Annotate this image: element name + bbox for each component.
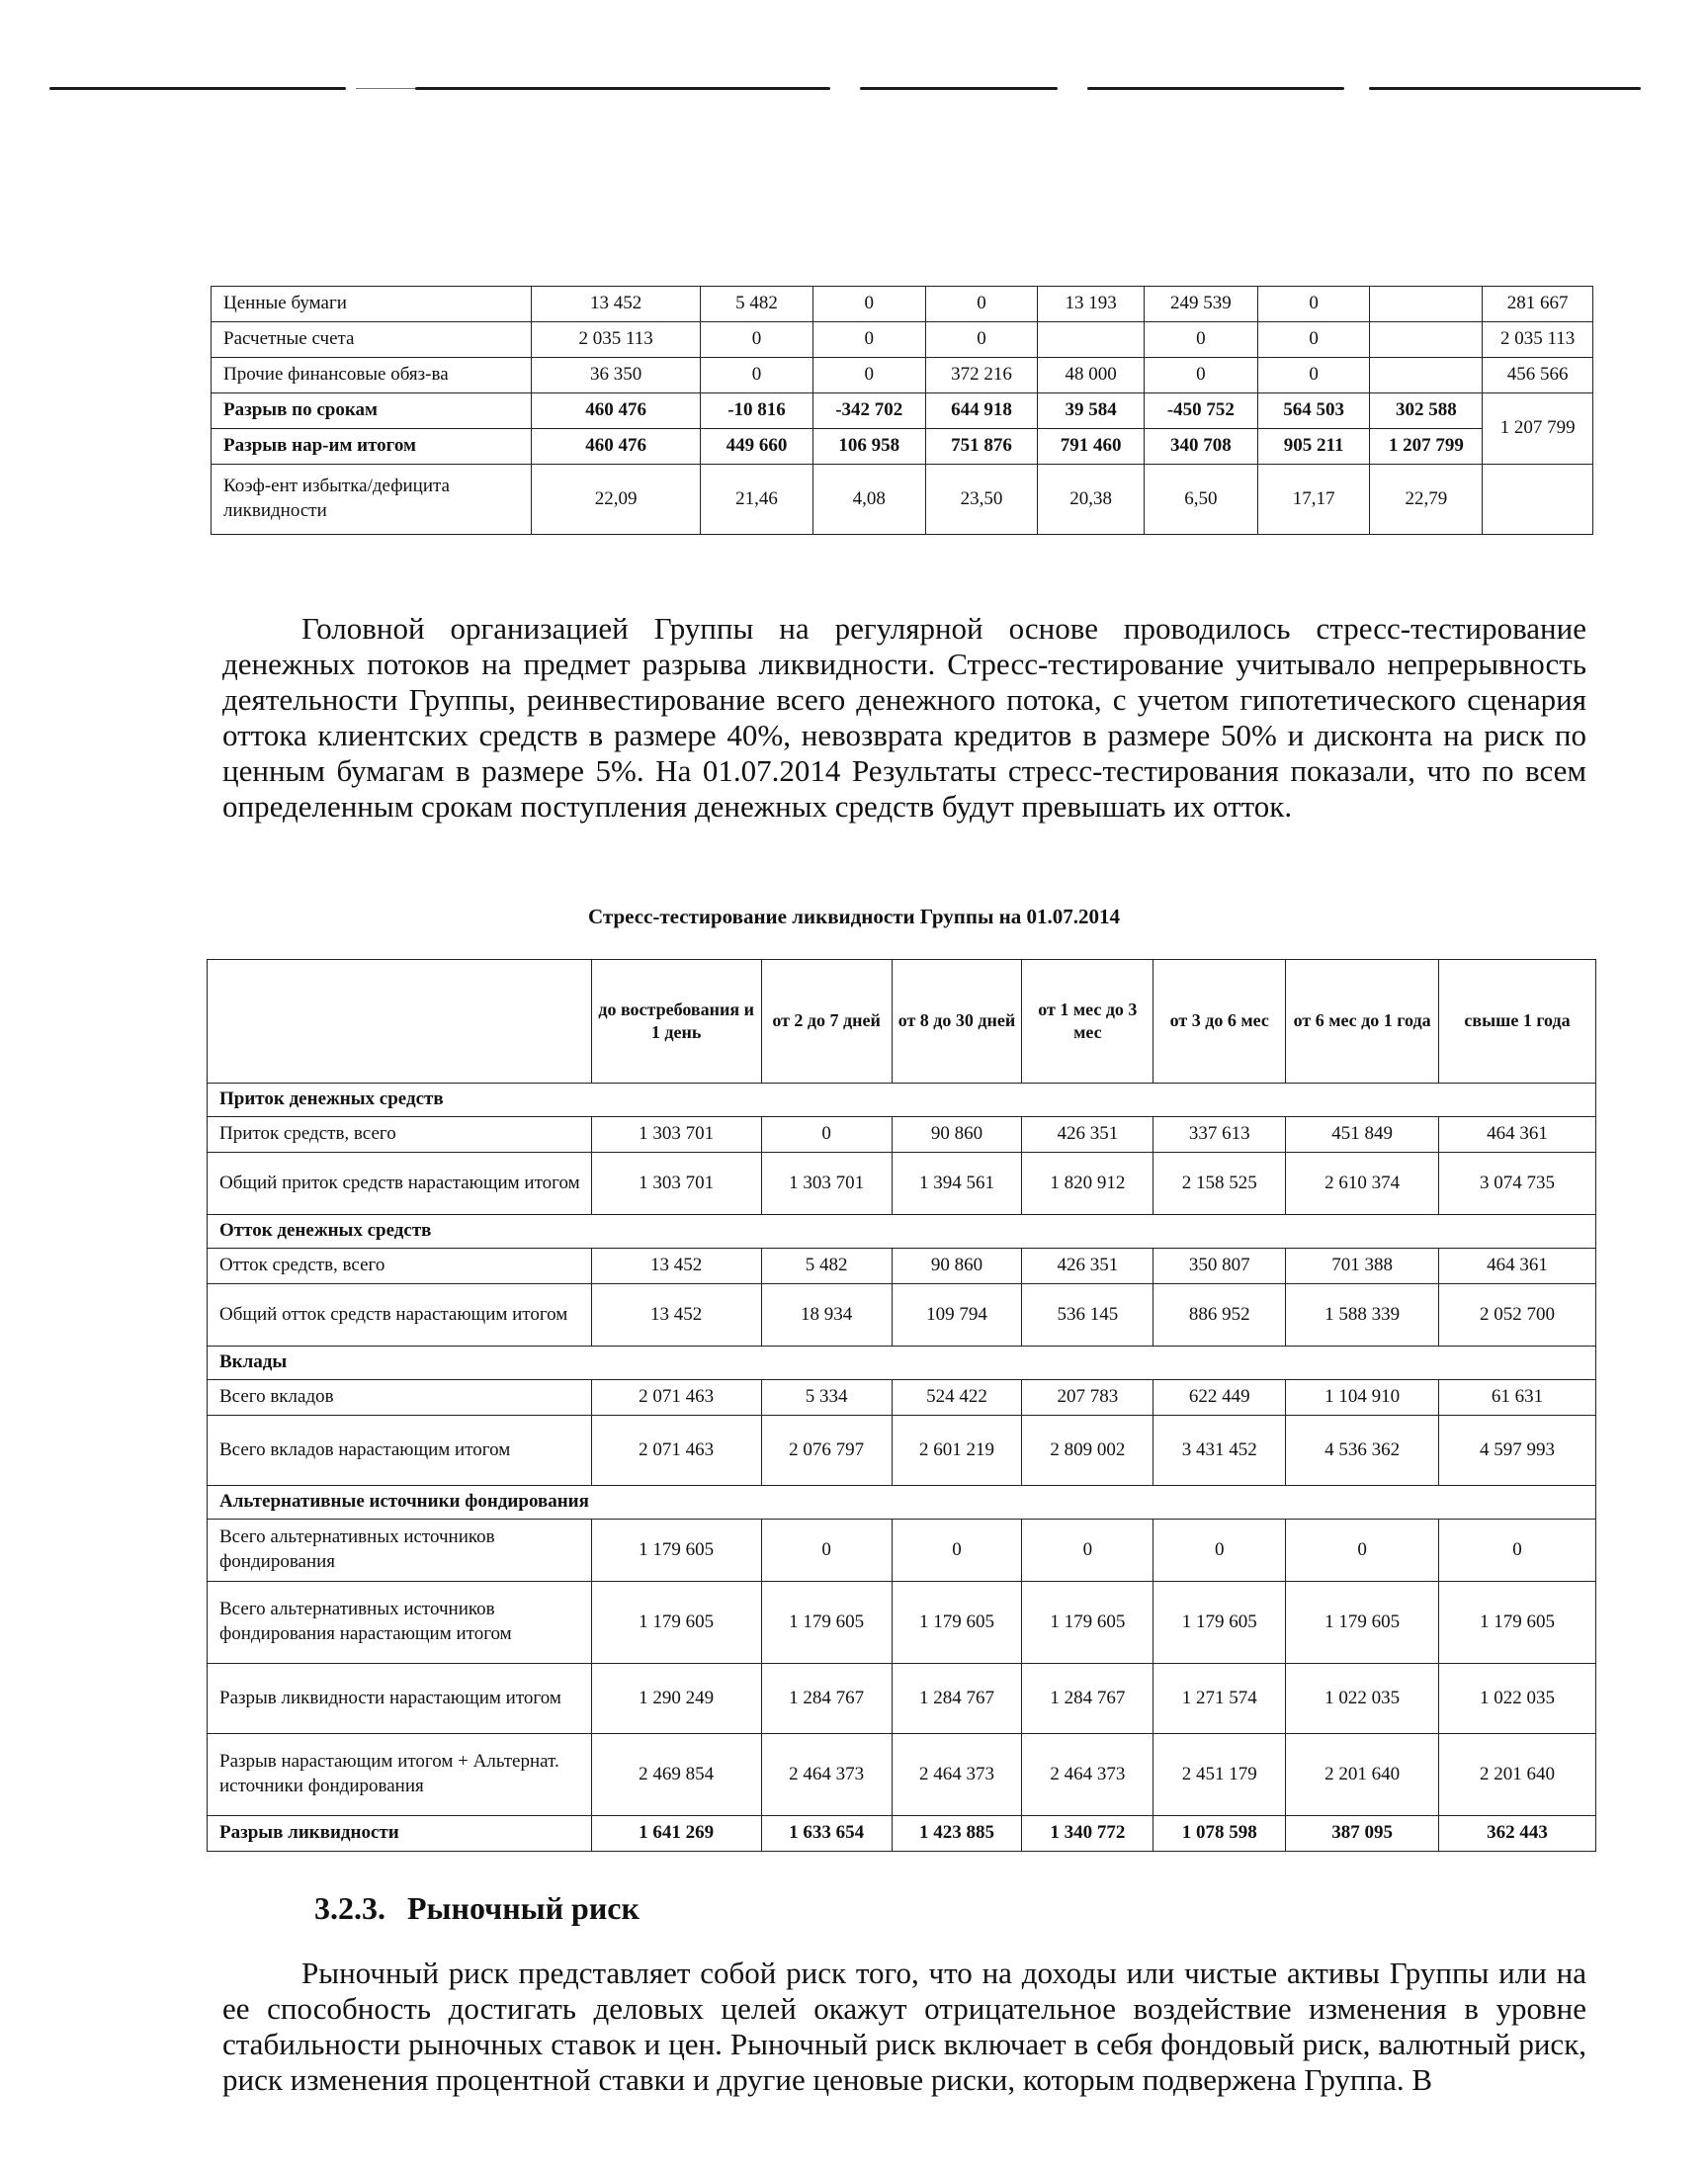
table-cell: 451 849 — [1286, 1117, 1439, 1153]
row-label: Всего вкладов нарастающим итогом — [208, 1416, 592, 1486]
table-cell: 2 201 640 — [1286, 1734, 1439, 1816]
table-cell — [1483, 465, 1593, 535]
row-label: Расчетные счета — [212, 322, 532, 358]
table-cell: 2 071 463 — [591, 1416, 761, 1486]
table-row — [208, 1249, 1596, 1284]
table-cell: 1 303 701 — [591, 1117, 761, 1153]
table-cell: 22,79 — [1370, 465, 1483, 535]
table-cell: 0 — [1286, 1520, 1439, 1582]
table-cell: 5 482 — [701, 287, 813, 322]
table-cell: 536 145 — [1022, 1284, 1153, 1347]
table-cell: 2 052 700 — [1439, 1284, 1596, 1347]
table-cell: 2 464 373 — [1022, 1734, 1153, 1816]
table-cell: 1 179 605 — [1286, 1582, 1439, 1664]
scan-line — [356, 88, 415, 89]
table-cell: 13 193 — [1038, 287, 1145, 322]
table-cell: 2 071 463 — [591, 1380, 761, 1416]
table-cell: 13 452 — [591, 1284, 761, 1347]
table-cell: 249 539 — [1145, 287, 1258, 322]
table-cell: 0 — [761, 1117, 892, 1153]
table-cell — [1370, 358, 1483, 393]
table-cell: 1 179 605 — [591, 1582, 761, 1664]
table-cell: 2 451 179 — [1153, 1734, 1286, 1816]
table-cell: 2 464 373 — [761, 1734, 892, 1816]
table-cell: 39 584 — [1038, 393, 1145, 429]
table-cell: 2 469 854 — [591, 1734, 761, 1816]
row-label: Разрыв нар-им итогом — [212, 429, 532, 465]
section-number: 3.2.3. — [314, 1890, 385, 1926]
table-cell: 3 074 735 — [1439, 1153, 1596, 1215]
table-cell: 362 443 — [1439, 1816, 1596, 1852]
table-row — [208, 1664, 1596, 1734]
table-cell: 17,17 — [1257, 465, 1370, 535]
header-cell: от 6 мес до 1 года — [1286, 960, 1439, 1084]
row-label: Приток средств, всего — [208, 1117, 592, 1153]
table-row — [208, 1284, 1596, 1347]
table-cell: 337 613 — [1153, 1117, 1286, 1153]
table-cell: 0 — [1439, 1520, 1596, 1582]
row-label: Общий отток средств нарастающим итогом — [208, 1284, 592, 1347]
table-cell: 1 179 605 — [892, 1582, 1022, 1664]
table-row — [208, 1734, 1596, 1816]
table-cell: 0 — [1022, 1520, 1153, 1582]
table-cell: 464 361 — [1439, 1249, 1596, 1284]
table-cell: 460 476 — [532, 429, 701, 465]
table-caption: Стресс-тестирование ликвидности Группы на 01.07.2014 — [587, 905, 1120, 928]
row-label: Ценные бумаги — [212, 287, 532, 322]
table-cell: 20,38 — [1038, 465, 1145, 535]
table-cell: 302 588 — [1370, 393, 1483, 429]
table-cell: -342 702 — [812, 393, 925, 429]
table-row — [208, 1153, 1596, 1215]
table-cell — [1038, 322, 1145, 358]
table-cell: 1 284 767 — [1022, 1664, 1153, 1734]
scan-line — [415, 87, 830, 90]
section-label: Приток денежных средств — [208, 1084, 1596, 1117]
table-cell: 644 918 — [925, 393, 1038, 429]
table-cell: 426 351 — [1022, 1117, 1153, 1153]
table-cell: 1 022 035 — [1286, 1664, 1439, 1734]
table-cell: 4 536 362 — [1286, 1416, 1439, 1486]
paragraph-text: Рыночный риск представляет собой риск того, что на доходы или чистые активы Группы или на ее способность достигать деловых целей окажут отрицательное воздействие изменения в уровне стабильности рыночных ставок и цен. Рыночный риск включает в себя фондовый риск, валютный риск, риск изменения процентной ставки и другие ценовые риски, которым подвержена Группа. В — [222, 1956, 1586, 2097]
table-row — [208, 1416, 1596, 1486]
table-row — [212, 429, 1593, 465]
table-cell: 426 351 — [1022, 1249, 1153, 1284]
table-cell: 90 860 — [892, 1117, 1022, 1153]
table-cell: 1 179 605 — [1439, 1582, 1596, 1664]
table-cell: 350 807 — [1153, 1249, 1286, 1284]
table-row — [212, 322, 1593, 358]
table-cell: 2 035 113 — [532, 322, 701, 358]
table-cell: 4,08 — [812, 465, 925, 535]
table-row — [208, 1520, 1596, 1582]
table-cell: 18 934 — [761, 1284, 892, 1347]
table-cell: 1 303 701 — [761, 1153, 892, 1215]
table-cell: 0 — [701, 322, 813, 358]
table-cell: 751 876 — [925, 429, 1038, 465]
table-cell: 1 207 799 — [1370, 429, 1483, 465]
table-cell: 1 290 249 — [591, 1664, 761, 1734]
table-cell — [1370, 287, 1483, 322]
table-cell: 0 — [1145, 358, 1258, 393]
table-cell: 0 — [812, 287, 925, 322]
table-cell: 0 — [1153, 1520, 1286, 1582]
table-cell: 0 — [925, 322, 1038, 358]
table-cell: 340 708 — [1145, 429, 1258, 465]
table-cell: 5 482 — [761, 1249, 892, 1284]
table-cell: 0 — [761, 1520, 892, 1582]
table-cell: 1 271 574 — [1153, 1664, 1286, 1734]
table-cell: 1 284 767 — [761, 1664, 892, 1734]
header-cell: от 8 до 30 дней — [892, 960, 1022, 1084]
scan-line — [49, 87, 346, 90]
gap-total-cell: 1 207 799 — [1483, 393, 1593, 465]
table-row — [212, 358, 1593, 393]
section-label: Альтернативные источники фондирования — [208, 1486, 1596, 1520]
table-cell: 0 — [925, 287, 1038, 322]
table-cell: 1 340 772 — [1022, 1816, 1153, 1852]
table-cell: 0 — [892, 1520, 1022, 1582]
table-cell: 0 — [1257, 322, 1370, 358]
table-cell: 13 452 — [591, 1249, 761, 1284]
table-cell: 2 809 002 — [1022, 1416, 1153, 1486]
table-cell: 460 476 — [532, 393, 701, 429]
table-row — [212, 465, 1593, 535]
table-row — [208, 1816, 1596, 1852]
table-cell: 886 952 — [1153, 1284, 1286, 1347]
table-cell: 13 452 — [532, 287, 701, 322]
table-cell: 1 179 605 — [761, 1582, 892, 1664]
section-title: Рыночный риск — [407, 1890, 640, 1926]
table-cell: 36 350 — [532, 358, 701, 393]
table-cell: 1 820 912 — [1022, 1153, 1153, 1215]
table-cell: 281 667 — [1483, 287, 1593, 322]
section-row — [208, 1486, 1596, 1520]
section-row — [208, 1215, 1596, 1249]
table-cell: 2 464 373 — [892, 1734, 1022, 1816]
table-cell: 0 — [701, 358, 813, 393]
section-heading — [314, 1890, 640, 1927]
table-cell: 1 179 605 — [1022, 1582, 1153, 1664]
table-cell: 109 794 — [892, 1284, 1022, 1347]
row-label: Разрыв ликвидности нарастающим итогом — [208, 1664, 592, 1734]
scan-line — [860, 87, 1058, 90]
table-cell: 372 216 — [925, 358, 1038, 393]
stress-test-table — [207, 959, 1596, 1852]
table-cell: 1 179 605 — [1153, 1582, 1286, 1664]
row-label: Всего альтернативных источников фондирования — [208, 1520, 592, 1582]
table-cell: -10 816 — [701, 393, 813, 429]
table-cell: 106 958 — [812, 429, 925, 465]
table-cell: 387 095 — [1286, 1816, 1439, 1852]
table-cell: 6,50 — [1145, 465, 1258, 535]
body-paragraph — [222, 611, 1586, 825]
table-cell: 4 597 993 — [1439, 1416, 1596, 1486]
table-header-row — [208, 960, 1596, 1084]
header-cell: от 2 до 7 дней — [761, 960, 892, 1084]
table-cell: 622 449 — [1153, 1380, 1286, 1416]
row-label: Коэф-ент избытка/дефицита ликвидности — [212, 465, 532, 535]
section-row — [208, 1347, 1596, 1380]
table-cell: 701 388 — [1286, 1249, 1439, 1284]
table-cell: 0 — [1145, 322, 1258, 358]
table-cell: 564 503 — [1257, 393, 1370, 429]
table-cell: 0 — [812, 322, 925, 358]
row-label: Разрыв нарастающим итогом + Альтернат. источники фондирования — [208, 1734, 592, 1816]
table-cell: 0 — [812, 358, 925, 393]
header-cell-empty — [208, 960, 592, 1084]
table-cell: 2 158 525 — [1153, 1153, 1286, 1215]
table-cell: 1 588 339 — [1286, 1284, 1439, 1347]
table-cell: 90 860 — [892, 1249, 1022, 1284]
scan-line — [1369, 87, 1641, 90]
header-cell: до востребования и 1 день — [591, 960, 761, 1084]
section-row — [208, 1084, 1596, 1117]
table-cell: 22,09 — [532, 465, 701, 535]
body-paragraph — [222, 1956, 1586, 2098]
table-cell: 0 — [1257, 287, 1370, 322]
header-cell: свыше 1 года — [1439, 960, 1596, 1084]
table-cell: 2 035 113 — [1483, 322, 1593, 358]
row-label: Общий приток средств нарастающим итогом — [208, 1153, 592, 1215]
table-cell: 791 460 — [1038, 429, 1145, 465]
table-row — [208, 1380, 1596, 1416]
table-cell: 21,46 — [701, 465, 813, 535]
table-cell: 207 783 — [1022, 1380, 1153, 1416]
table-cell: 23,50 — [925, 465, 1038, 535]
table-row — [208, 1117, 1596, 1153]
scan-line — [1087, 87, 1344, 90]
table-row — [212, 393, 1593, 429]
table-cell: 1 633 654 — [761, 1816, 892, 1852]
table-cell: 5 334 — [761, 1380, 892, 1416]
table-cell: 48 000 — [1038, 358, 1145, 393]
table-cell: 905 211 — [1257, 429, 1370, 465]
table-cell: 449 660 — [701, 429, 813, 465]
paragraph-text: Головной организацией Группы на регулярной основе проводилось стресс-тестирование денежных потоков на предмет разрыва ликвидности. Стресс-тестирование учитывало непрерывность деятельности Группы, реинвестирование всего денежного потока, с учетом гипотетического сценария оттока клиентских средств в размере 40%, невозврата кредитов в размере 50% и дисконта на риск по ценным бумагам в размере 5%. На 01.07.2014 Результаты стресс-тестирования показали, что по всем определенным срокам поступления денежных средств будут превышать их отток. — [222, 611, 1586, 824]
table-cell: 0 — [1257, 358, 1370, 393]
table-cell: 1 394 561 — [892, 1153, 1022, 1215]
liquidity-gap-table — [211, 286, 1593, 535]
section-label: Отток денежных средств — [208, 1215, 1596, 1249]
table-cell: 1 303 701 — [591, 1153, 761, 1215]
table-row — [212, 287, 1593, 322]
table-cell: -450 752 — [1145, 393, 1258, 429]
table-cell: 61 631 — [1439, 1380, 1596, 1416]
table-cell: 1 423 885 — [892, 1816, 1022, 1852]
row-label: Всего вкладов — [208, 1380, 592, 1416]
table-row — [208, 1582, 1596, 1664]
table-cell: 3 431 452 — [1153, 1416, 1286, 1486]
table-cell: 1 284 767 — [892, 1664, 1022, 1734]
table-cell: 524 422 — [892, 1380, 1022, 1416]
row-label: Прочие финансовые обяз-ва — [212, 358, 532, 393]
table-cell: 2 601 219 — [892, 1416, 1022, 1486]
table-cell: 1 104 910 — [1286, 1380, 1439, 1416]
table-cell: 2 076 797 — [761, 1416, 892, 1486]
table-cell: 1 179 605 — [591, 1520, 761, 1582]
row-label: Разрыв ликвидности — [208, 1816, 592, 1852]
table-cell — [1370, 322, 1483, 358]
row-label: Разрыв по срокам — [212, 393, 532, 429]
header-cell: от 1 мес до 3 мес — [1022, 960, 1153, 1084]
table-cell: 1 022 035 — [1439, 1664, 1596, 1734]
table-cell: 456 566 — [1483, 358, 1593, 393]
table-cell: 1 641 269 — [591, 1816, 761, 1852]
header-cell: от 3 до 6 мес — [1153, 960, 1286, 1084]
row-label: Отток средств, всего — [208, 1249, 592, 1284]
table-cell: 2 201 640 — [1439, 1734, 1596, 1816]
row-label: Всего альтернативных источников фондирования нарастающим итогом — [208, 1582, 592, 1664]
section-label: Вклады — [208, 1347, 1596, 1380]
table-cell: 464 361 — [1439, 1117, 1596, 1153]
table-cell: 1 078 598 — [1153, 1816, 1286, 1852]
table-cell: 2 610 374 — [1286, 1153, 1439, 1215]
